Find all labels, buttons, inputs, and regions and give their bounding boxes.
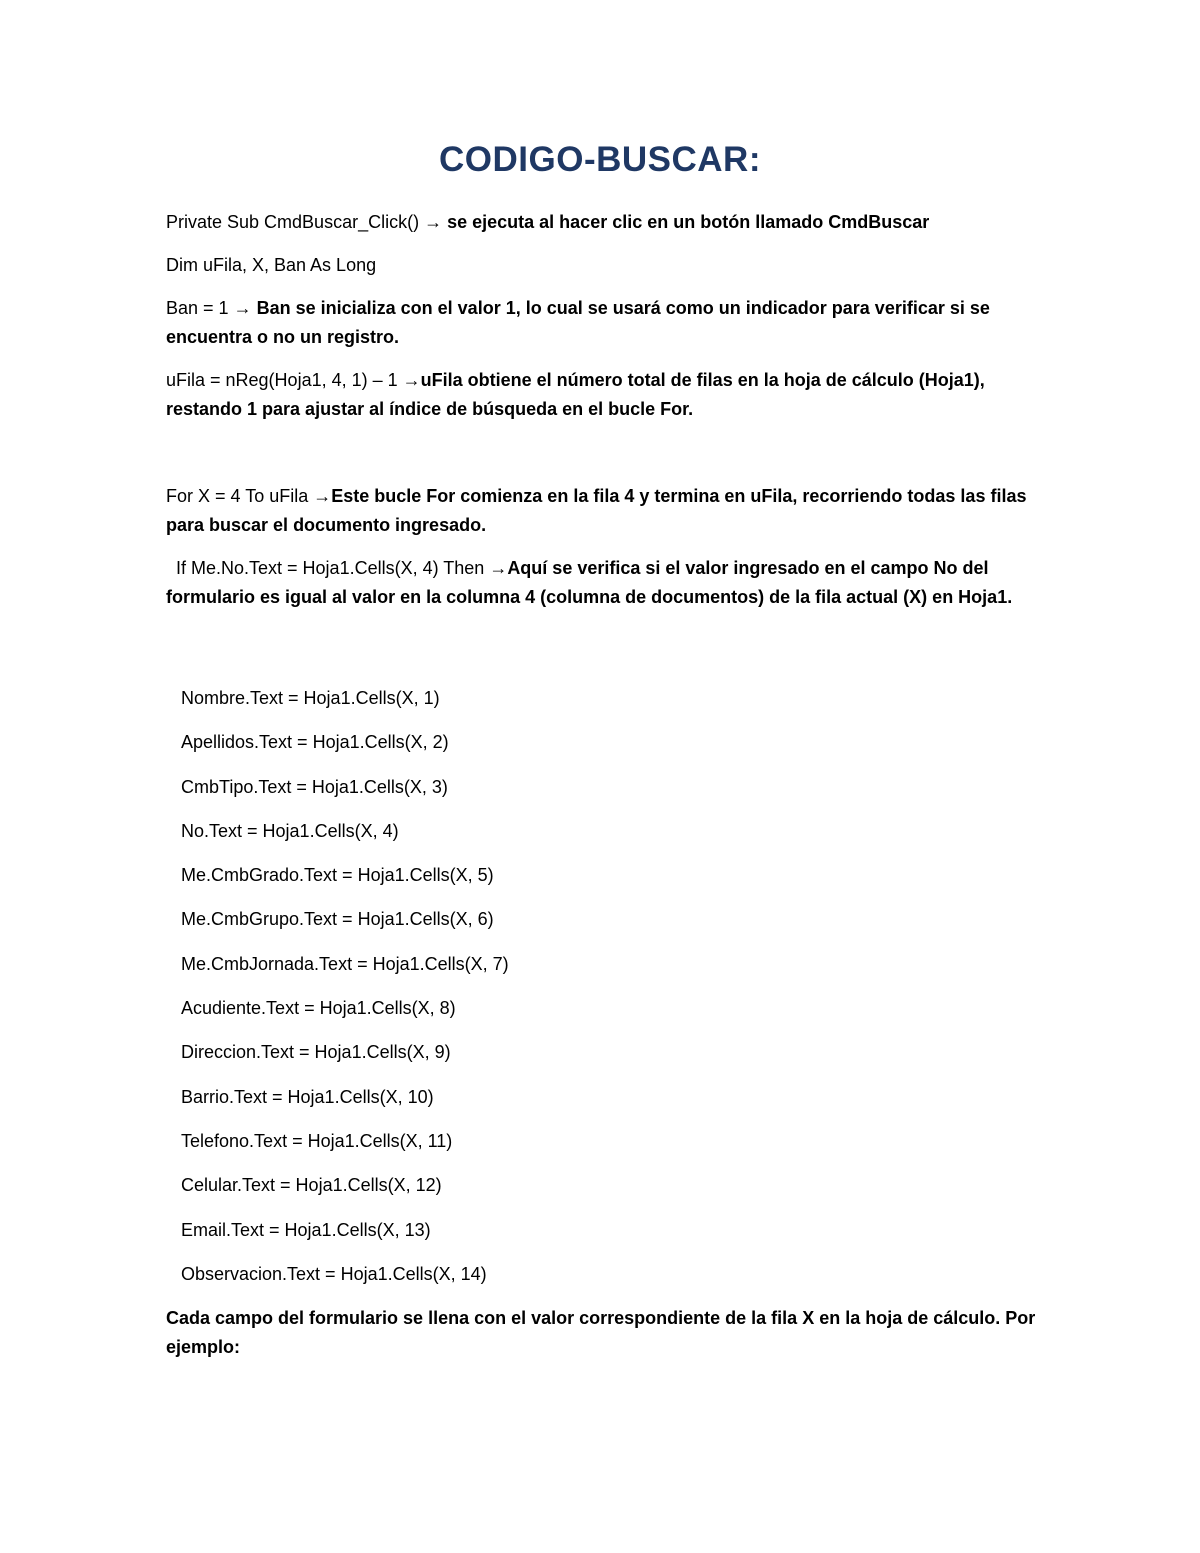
arrow-icon: → (402, 370, 421, 390)
assignment-line: Me.CmbGrupo.Text = Hoja1.Cells(X, 6) (181, 909, 494, 930)
arrow-icon: → (489, 558, 508, 578)
assignment-line: CmbTipo.Text = Hoja1.Cells(X, 3) (181, 776, 448, 797)
code-snippet: uFila = nReg(Hoja1, 4, 1) – 1 (166, 370, 398, 390)
paragraph-ufila (166, 366, 1046, 424)
assignment-line: Email.Text = Hoja1.Cells(X, 13) (181, 1219, 431, 1240)
assignment-line: Observacion.Text = Hoja1.Cells(X, 14) (181, 1263, 487, 1284)
paragraph-if (166, 554, 1046, 612)
assignment-line: Barrio.Text = Hoja1.Cells(X, 10) (181, 1086, 434, 1107)
arrow-icon: → (313, 486, 332, 506)
code-snippet: Ban = 1 (166, 298, 229, 318)
page-title: CODIGO-BUSCAR: (439, 140, 761, 179)
explanation-text: Aquí se verifica si el valor ingresado en el campo No del formulario es igual al valor en la columna 4 (columna de documentos) de la fila actual (X) en Hoja1. (166, 558, 1013, 607)
assignment-line: Apellidos.Text = Hoja1.Cells(X, 2) (181, 732, 449, 753)
paragraph-ban (166, 294, 1046, 352)
assignment-line: Direccion.Text = Hoja1.Cells(X, 9) (181, 1042, 451, 1063)
code-snippet: Dim uFila, X, Ban As Long (166, 255, 377, 275)
assignment-line: Celular.Text = Hoja1.Cells(X, 12) (181, 1175, 442, 1196)
explanation-text: uFila obtiene el número total de filas en la hoja de cálculo (Hoja1), restando 1 para ajustar al índice de búsqueda en el bucle For. (166, 370, 985, 419)
explanation-text: se ejecuta al hacer clic en un botón llamado CmdBuscar (447, 212, 930, 232)
code-snippet: For X = 4 To uFila (166, 486, 309, 506)
paragraph-for-loop (166, 482, 1046, 540)
spacer (166, 438, 1046, 482)
explanation-text: Este bucle For comienza en la fila 4 y termina en uFila, recorriendo todas las filas para buscar el documento ingresado. (166, 486, 1027, 535)
paragraph-dim (166, 251, 1046, 280)
spacer (166, 626, 1046, 684)
document-body (166, 208, 1046, 1380)
closing-paragraph: Cada campo del formulario se llena con el valor correspondiente de la fila X en la hoja de cálculo. Por ejemplo: (166, 1308, 1036, 1358)
assignment-line: Me.CmbJornada.Text = Hoja1.Cells(X, 7) (181, 953, 509, 974)
paragraph-private-sub (166, 208, 1046, 237)
arrow-icon: → (424, 212, 443, 232)
assignment-line: Me.CmbGrado.Text = Hoja1.Cells(X, 5) (181, 865, 494, 886)
assignment-line: No.Text = Hoja1.Cells(X, 4) (181, 820, 399, 841)
assignment-line: Nombre.Text = Hoja1.Cells(X, 1) (181, 688, 440, 708)
assignment-line: Telefono.Text = Hoja1.Cells(X, 11) (181, 1130, 453, 1151)
code-snippet: Private Sub CmdBuscar_Click() (166, 212, 420, 232)
assignment-line: Acudiente.Text = Hoja1.Cells(X, 8) (181, 998, 456, 1019)
code-snippet: If Me.No.Text = Hoja1.Cells(X, 4) Then (176, 558, 485, 578)
arrow-icon: → (233, 298, 252, 318)
explanation-text: Ban se inicializa con el valor 1, lo cual se usará como un indicador para verificar si se encuentra o no un registro. (166, 298, 990, 347)
